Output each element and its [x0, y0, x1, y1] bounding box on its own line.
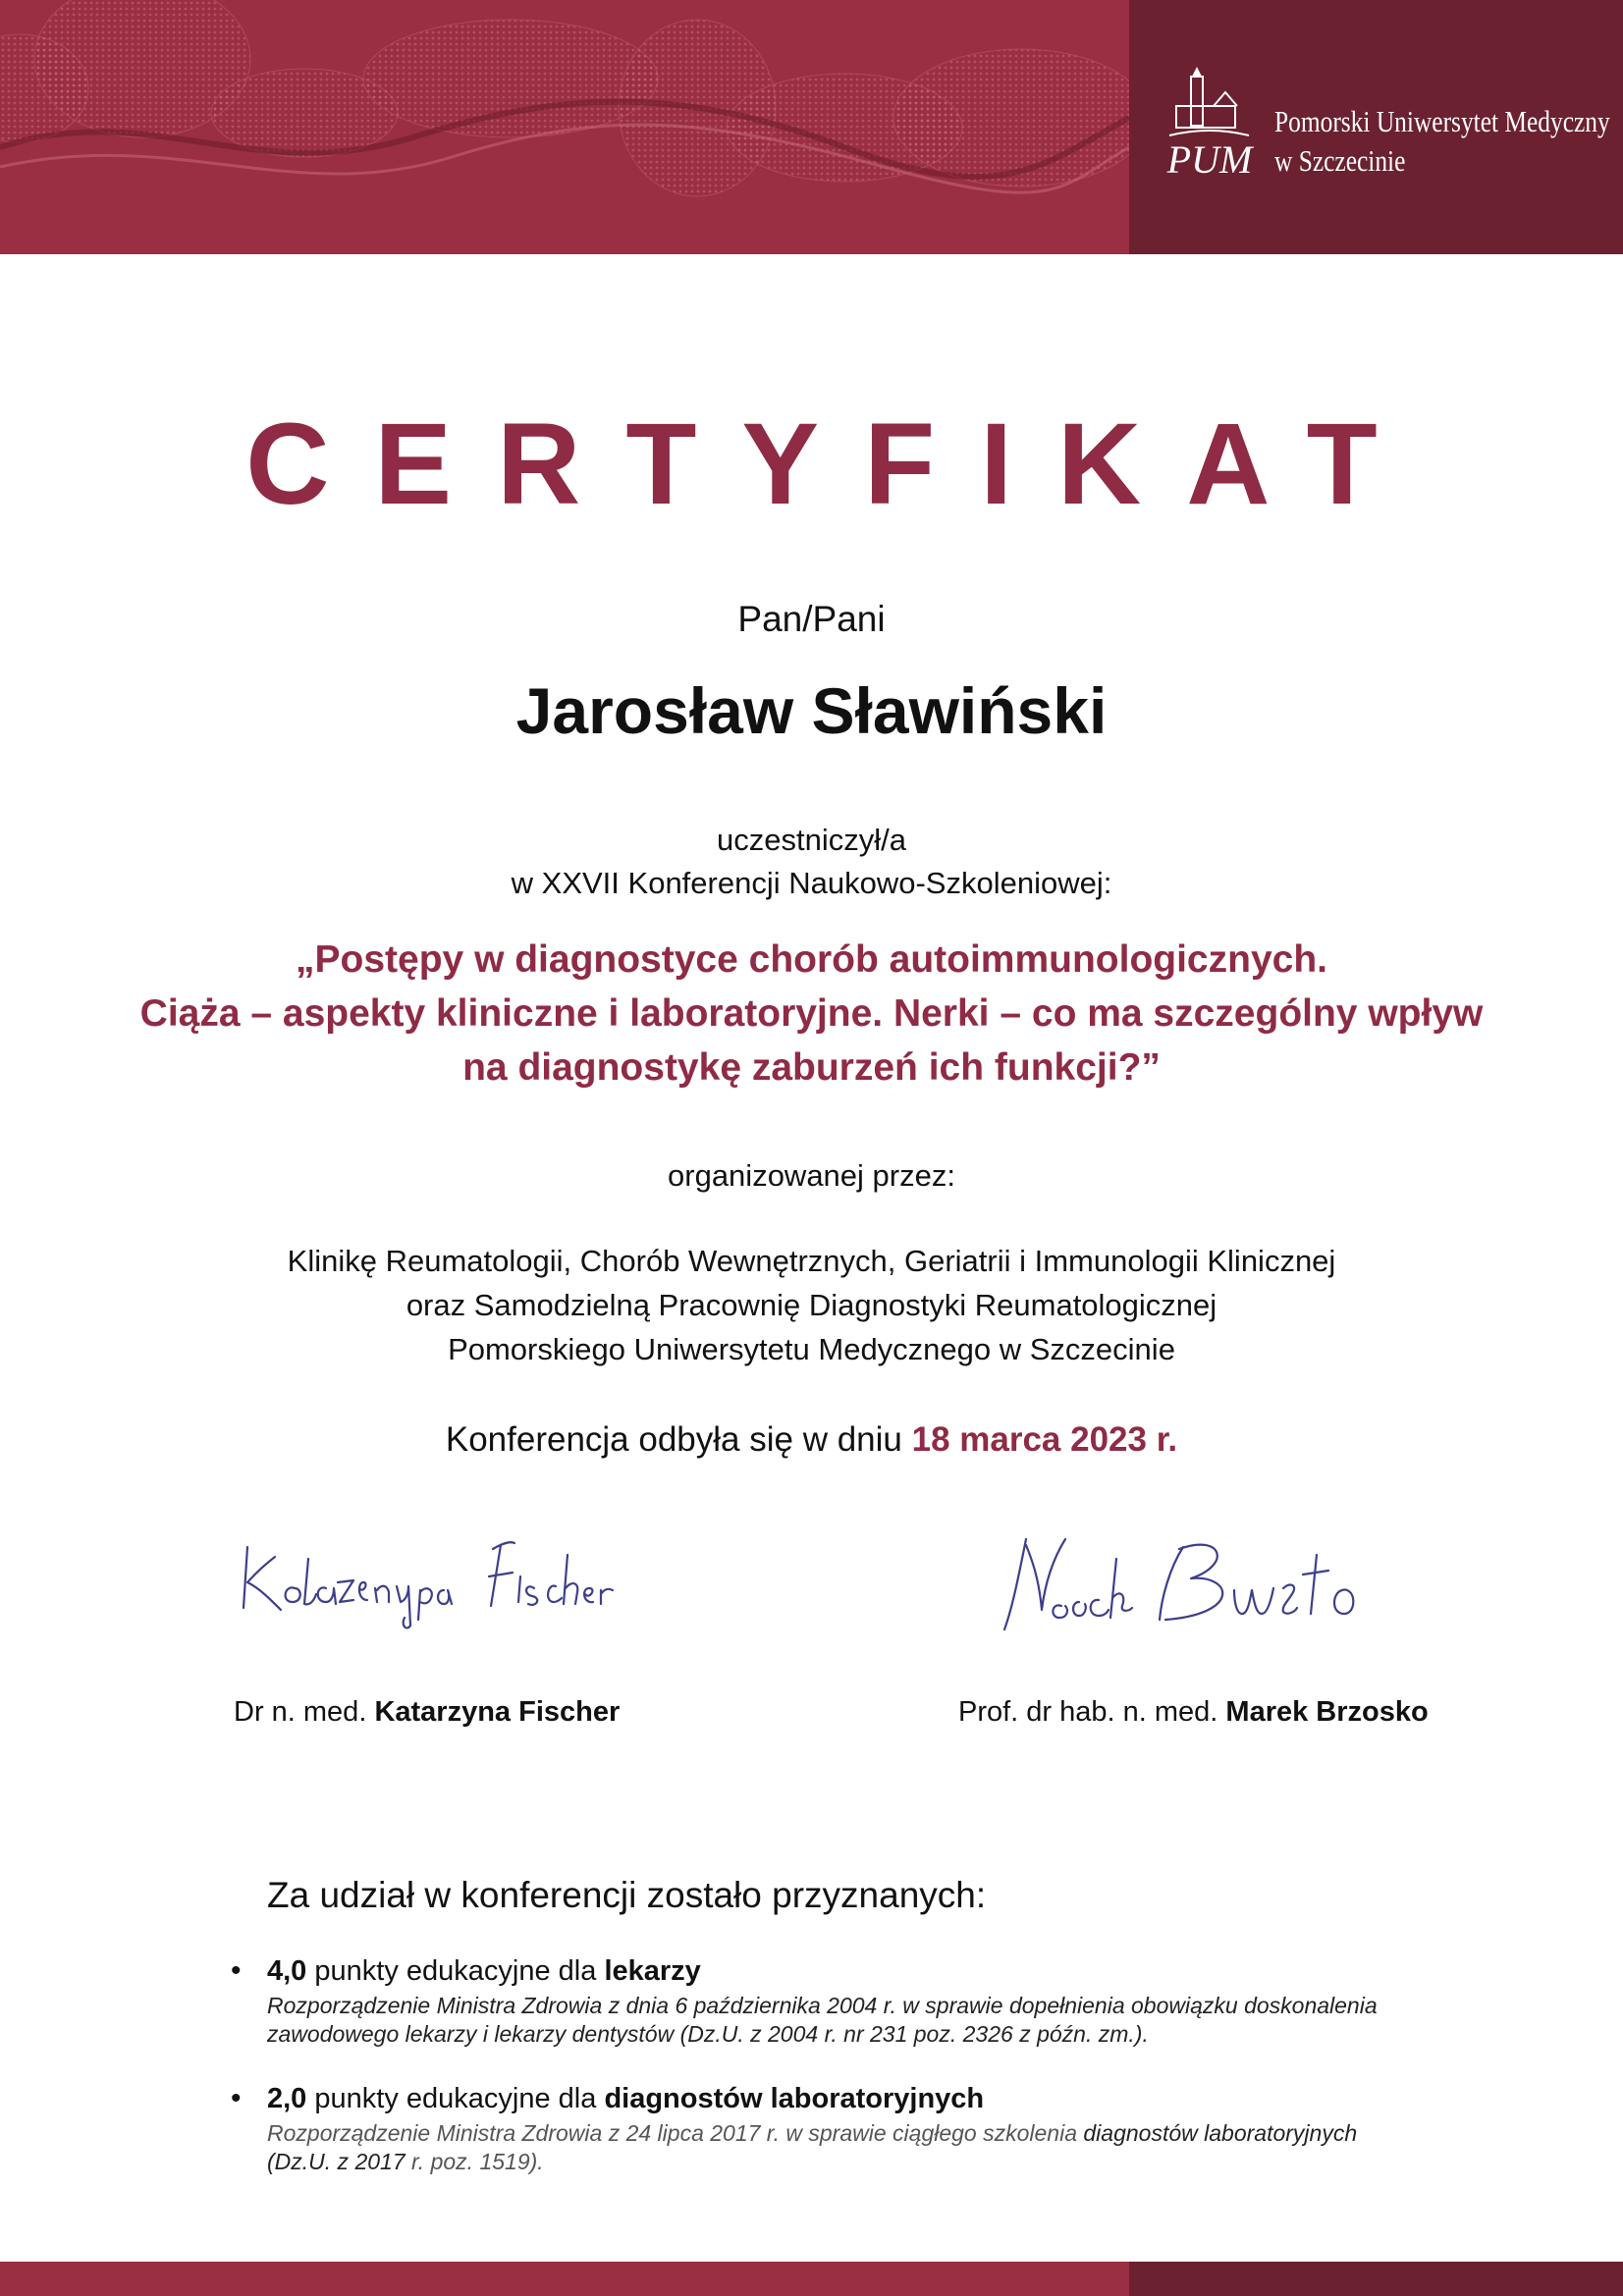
signer-right [958, 1692, 1429, 1732]
certificate-title: CERTYFIKAT [245, 400, 1423, 529]
salutation: Pan/Pani [737, 599, 886, 639]
footer-bar-left [0, 2262, 1129, 2296]
award-audience: lekarzy [604, 1955, 701, 1987]
header-banner [0, 0, 1623, 254]
decorative-wave-art [0, 0, 1129, 254]
university-name [1274, 102, 1610, 181]
date-prefix: Konferencja odbyła się w dniu [445, 1420, 902, 1459]
award-audience: diagnostów laboratoryjnych [604, 2083, 985, 2114]
participation-line1: uczestniczył/a [717, 823, 906, 857]
recipient-name: Jarosław Sławiński [515, 674, 1108, 747]
organizers [0, 1239, 1623, 1371]
university-name-line1: Pomorski Uniwersytet Medyczny [1274, 104, 1610, 138]
organizer-line2: oraz Samodzielną Pracownię Diagnostyki Reumatologicznej [406, 1288, 1217, 1322]
organizer-line3: Pomorskiego Uniwersytetu Medycznego w Szczecinie [448, 1332, 1175, 1366]
signer-right-title: Prof. dr hab. n. med. [958, 1696, 1218, 1728]
signer-right-name: Marek Brzosko [1225, 1696, 1429, 1728]
wave-pattern-icon [0, 0, 1129, 254]
conference-title-line2: Ciąża – aspekty kliniczne i laboratoryjne. Nerki – co ma szczególny wpływ [139, 992, 1484, 1035]
signature-right-icon [997, 1520, 1409, 1647]
bullet-icon: • [231, 1954, 242, 1987]
signer-left-title: Dr n. med. [234, 1696, 367, 1728]
signer-left [234, 1692, 620, 1732]
award-value: 4,0 [267, 1955, 307, 1987]
award-note [267, 1992, 1504, 2049]
award-main [267, 2078, 1504, 2119]
award-note-line1: Rozporządzenie Ministra Zdrowia z dnia 6 października 2004 r. w sprawie dopełnienia obowiązku doskonalenia [267, 1993, 1378, 2018]
award-note-line1-b: diagnostów laboratoryjnych [1083, 2120, 1358, 2146]
award-note-line2-b: r. poz. 1519). [411, 2149, 544, 2174]
award-note-line2-a: (Dz.U. z 2017 [267, 2149, 406, 2174]
conference-title-line1: „Postępy w diagnostyce chorób autoimmunologicznych. [296, 938, 1327, 981]
award-note-line2 [267, 2148, 1504, 2176]
award-text: punkty edukacyjne dla [314, 1955, 597, 1987]
signer-left-name: Katarzyna Fischer [374, 1696, 621, 1728]
bullet-icon: • [231, 2082, 242, 2114]
award-note [267, 2119, 1504, 2176]
participation-text [0, 819, 1623, 905]
organizer-line1: Klinikę Reumatologii, Chorób Wewnętrznych, Geriatrii i Immunologii Klinicznej [287, 1244, 1336, 1278]
conference-title-line3: na diagnostykę zaburzeń ich funkcji?” [462, 1046, 1161, 1089]
points-heading: Za udział w konferencji zostało przyznanych: [267, 1875, 987, 1915]
signature-left-icon [236, 1520, 628, 1647]
award-note-line1 [267, 2119, 1504, 2148]
conference-date: 18 marca 2023 r. [911, 1420, 1178, 1459]
award-value: 2,0 [267, 2083, 307, 2114]
award-item [231, 1950, 1504, 2049]
conference-date-line [0, 1415, 1623, 1465]
award-note-line2: zawodowego lekarzy i lekarzy dentystów (Dz.U. z 2004 r. nr 231 poz. 2326 z późn. zm.). [267, 2021, 1149, 2047]
university-name-line2: w Szczecinie [1274, 143, 1406, 178]
logo-letters: PUM [1166, 137, 1253, 182]
award-main [267, 1950, 1504, 1992]
participation-line2: w XXVII Konferencji Naukowo-Szkoleniowej: [511, 866, 1112, 900]
footer-bar-right [1129, 2262, 1623, 2296]
conference-title [0, 933, 1623, 1095]
organized-by-label: organizowanej przez: [668, 1158, 955, 1193]
award-item [231, 2078, 1504, 2176]
university-logo-panel [1129, 0, 1623, 254]
university-crest-icon [1164, 67, 1255, 185]
award-note-line1-a: Rozporządzenie Ministra Zdrowia z 24 lipca 2017 r. w sprawie ciągłego szkolenia [267, 2120, 1077, 2146]
award-text: punkty edukacyjne dla [314, 2083, 597, 2114]
